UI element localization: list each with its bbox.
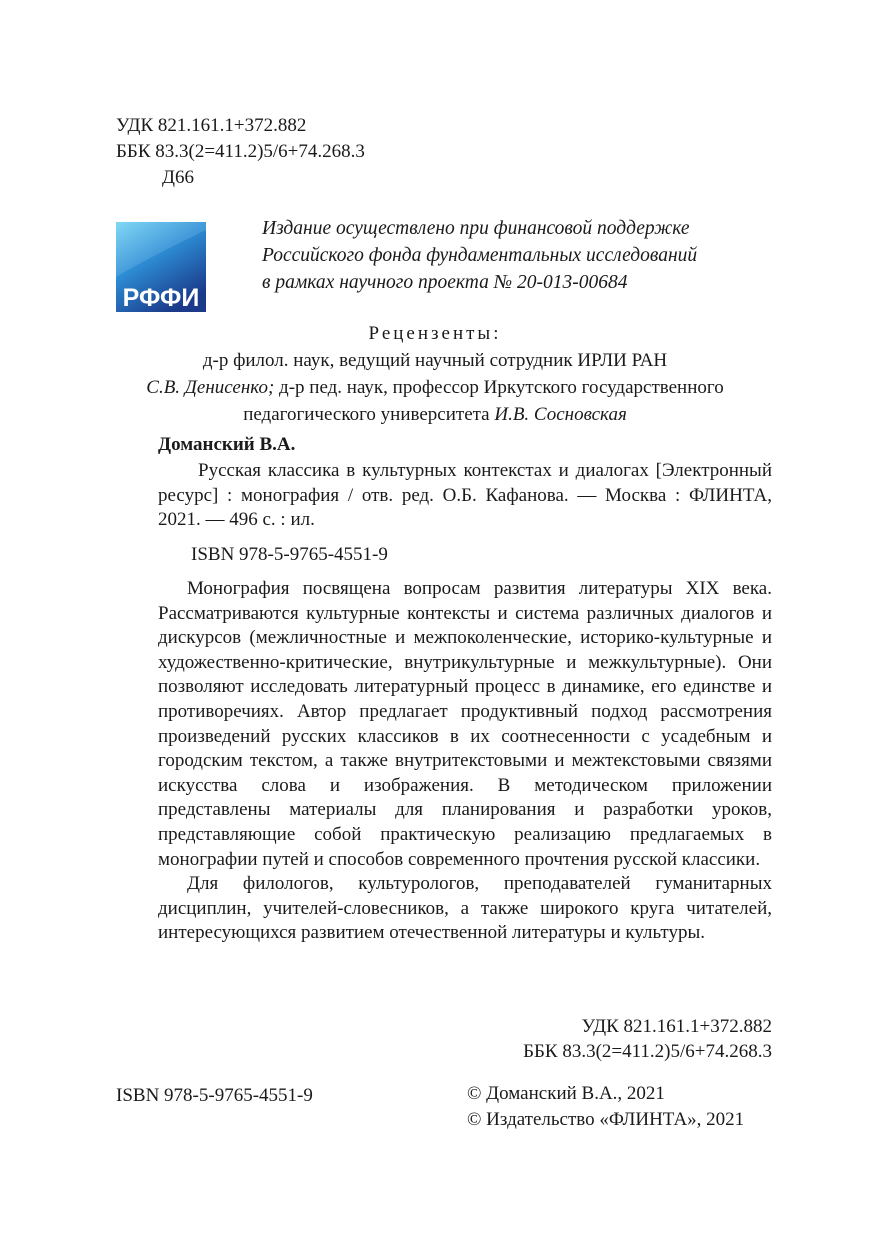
abstract-paragraph: Для филологов, культурологов, преподавателей гуманитарных дисциплин, учителей-словесников, а также широкого круга читателей, интересующихся развитием отечественной литературы и культуры. [158,873,772,944]
grant-notice [262,215,697,296]
reviewer-name: С.В. Денисенко; [146,377,275,398]
grant-line: в рамках научного проекта № 20-013-00684 [262,272,628,293]
copyright-publisher: © Издательство «ФЛИНТА», 2021 [467,1109,745,1130]
reviewer-name: И.В. Сосновская [494,404,627,425]
footer-udk: УДК 821.161.1+372.882 [581,1016,772,1037]
logo-text: РФФИ [122,284,200,312]
grant-line: Российского фонда фундаментальных исследований [262,245,698,266]
grant-line: Издание осуществлено при финансовой поддержке [262,218,690,239]
reviewers-heading: Рецензенты: [368,323,502,344]
reviewers-block [100,320,770,428]
rffi-logo-icon [116,222,206,312]
udk-code: УДК 821.161.1+372.882 [116,115,307,136]
reviewer-line: С.В. Денисенко; д-р пед. наук, профессор Иркутского государственного [146,377,724,398]
abstract [158,577,772,946]
footer-isbn: ISBN 978-5-9765-4551-9 [116,1085,313,1106]
bbk-code: ББК 83.3(2=411.2)5/6+74.268.3 [116,141,365,162]
bibliographic-description: Русская классика в культурных контекстах и диалогах [Электронный ресурс] : монография / отв. ред. О.Б. Кафанова. — Москва : ФЛИНТА, 2021. — 496 с. : ил. [158,460,772,530]
isbn: ISBN 978-5-9765-4551-9 [191,544,388,565]
footer-classification [523,1015,772,1064]
book-author: Доманский В.А. [158,434,296,455]
copyright-block [467,1081,744,1133]
author-mark: Д66 [162,167,194,188]
abstract-paragraph: Монография посвящена вопросам развития литературы XIX века. Рассматриваются культурные контексты и система различных диалогов и дискурсов (межличностные и межпоколенческие, историко-культурные и художественно-критические, внутрикультурные и межкультурные). Они позволяют исследовать литературный процесс в динамике, его единстве и противоречиях. Автор предлагает продуктивный подход рассмотрения произведений русских классиков в их соотнесенности с усадебным и городским текстом, а также внутритекстовыми и межтекстовыми связями искусства слова и изображения. В методическом приложении представлены материалы для планирования и разработки уроков, представляющие собой практическую реализацию предлагаемых в монографии путей и способов современного прочтения русской классики. [158,578,772,870]
reviewer-line: д-р филол. наук, ведущий научный сотрудник ИРЛИ РАН [202,350,668,371]
classification-block [116,113,365,191]
copyright-author: © Доманский В.А., 2021 [467,1083,665,1104]
footer-bbk: ББК 83.3(2=411.2)5/6+74.268.3 [523,1040,772,1062]
reviewer-line: педагогического университета И.В. Сосновская [243,404,627,425]
